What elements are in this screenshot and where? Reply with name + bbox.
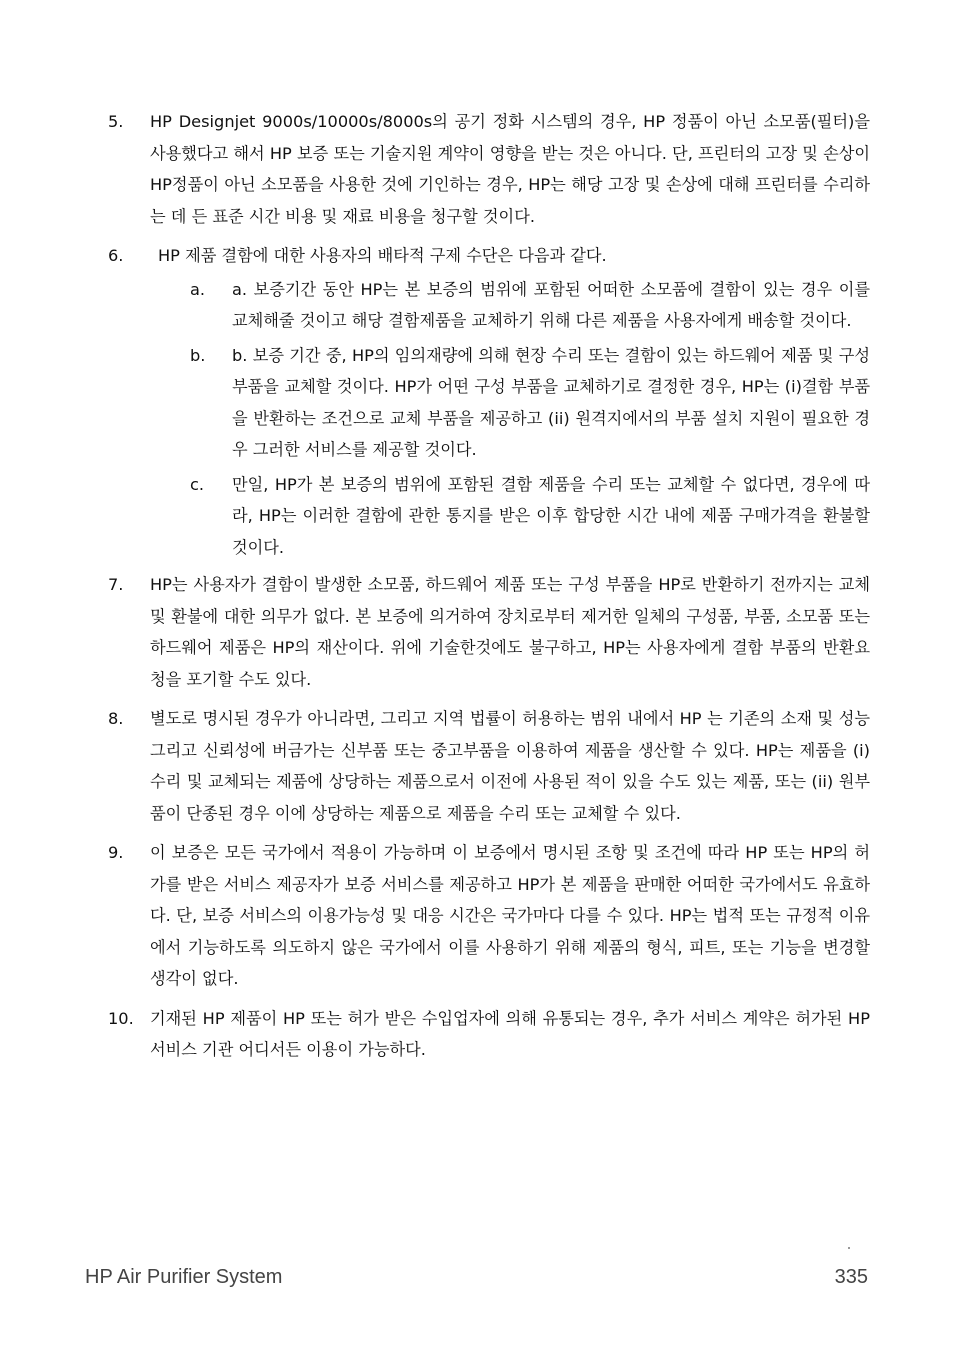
list-item-number: 6. (108, 246, 124, 265)
list-item-number: 5. (108, 112, 124, 131)
list-item (0, 106, 870, 232)
list-item-text: HP 제품 결함에 대한 사용자의 배타적 구제 수단은 다음과 같다. (158, 246, 607, 265)
sub-list-text: b. 보증 기간 중, HP의 임의재량에 의해 현장 수리 또는 결함이 있는 하드웨어 제품 및 구성 부품을 교체할 것이다. HP가 어떤 구성 부품을 교체하기로 결정한 경우, HP는 (i)결함 부품을 반환하는 조건으로 교체 부품을 제공하고 (ii) 원격지에서의 부품 설치 지원이 필요한 경우 그러한 서비스를 제공할 것이다. (232, 345, 870, 459)
sub-list-marker: b. (190, 345, 206, 365)
page-number: 335 (834, 1266, 868, 1288)
list-item-text: HP Designjet 9000s/10000s/8000s의 공기 정화 시스템의 경우, HP 정품이 아닌 소모품(필터)을 사용했다고 해서 HP 보증 또는 기술지원 계약이 영향을 받는 것은 아니다. 단, 프린터의 고장 및 손상이 HP정품이 아닌 소모품을 사용한 것에 기인하는 경우, HP는 해당 고장 및 손상에 대해 프린터를 수리하는 데 든 표준 시간 비용 및 재료 비용을 청구할 것이다. (150, 112, 870, 226)
list-item-text: HP는 사용자가 결함이 발생한 소모품, 하드웨어 제품 또는 구성 부품을 HP로 반환하기 전까지는 교체 및 환불에 대한 의무가 없다. 본 보증에 의거하여 장치로부터 제거한 일체의 구성품, 부품, 소모품 또는 하드웨어 제품은 HP의 재산이다. 위에 기술한것에도 불구하고, HP는 사용자에게 결함 부품의 반환요청을 포기할 수도 있다. (150, 575, 870, 689)
list-item (0, 1003, 870, 1066)
decorative-dot (848, 1247, 850, 1249)
list-item (0, 240, 870, 272)
sub-list-item (0, 274, 870, 337)
list-item (0, 569, 870, 695)
sub-list-text: a. 보증기간 동안 HP는 본 보증의 범위에 포함된 어떠한 소모품에 결함이 있는 경우 이를 교체해줄 것이고 해당 결함제품을 교체하기 위해 다른 제품을 사용자에게 배송할 것이다. (232, 279, 870, 330)
list-item-text: 별도로 명시된 경우가 아니라면, 그리고 지역 법률이 허용하는 범위 내에서 HP 는 기존의 소재 및 성능 그리고 신뢰성에 버금가는 신부품 또는 중고부품을 이용하여 제품을 생산할 수 있다. HP는 제품을 (i)수리 및 교체되는 제품에 상당하는 제품으로서 이전에 사용된 적이 있을 수도 있는 제품, 또는 (ii) 원부품이 단종된 경우 이에 상당하는 제품으로 제품을 수리 또는 교체할 수 있다. (150, 709, 870, 823)
page-content (0, 106, 954, 1074)
list-item-number: 9. (108, 843, 124, 862)
sub-list-item (0, 469, 870, 564)
sub-list-item (0, 340, 870, 466)
list-item-number: 10. (108, 1008, 134, 1028)
sub-list-marker: c. (190, 474, 205, 494)
list-item-number: 8. (108, 709, 124, 728)
list-item-number: 7. (108, 575, 124, 594)
sub-list (0, 274, 954, 564)
list-item-text: 이 보증은 모든 국가에서 적용이 가능하며 이 보증에서 명시된 조항 및 조건에 따라 HP 또는 HP의 허가를 받은 서비스 제공자가 보증 서비스를 제공하고 HP가 본 제품을 판매한 어떠한 국가에서도 유효하다. 단, 보증 서비스의 이용가능성 및 대응 시간은 국가마다 다를 수 있다. HP는 법적 또는 규정적 이유에서 기능하도록 의도하지 않은 국가에서 이를 사용하기 위해 제품의 형식, 피트, 또는 기능을 변경할 생각이 없다. (150, 843, 870, 988)
list-item (0, 703, 870, 829)
sub-list-text: 만일, HP가 본 보증의 범위에 포함된 결함 제품을 수리 또는 교체할 수 없다면, 경우에 따라, HP는 이러한 결함에 관한 통지를 받은 이후 합당한 시간 내에 제품 구매가격을 환불할 것이다. (232, 474, 870, 557)
list-item (0, 837, 870, 995)
sub-list-marker: a. (190, 279, 206, 299)
footer-title: HP Air Purifier System (85, 1266, 283, 1288)
list-item-text: 기재된 HP 제품이 HP 또는 허가 받은 수입업자에 의해 유통되는 경우, 추가 서비스 계약은 허가된 HP 서비스 기관 어디서든 이용이 가능하다. (150, 1008, 870, 1059)
